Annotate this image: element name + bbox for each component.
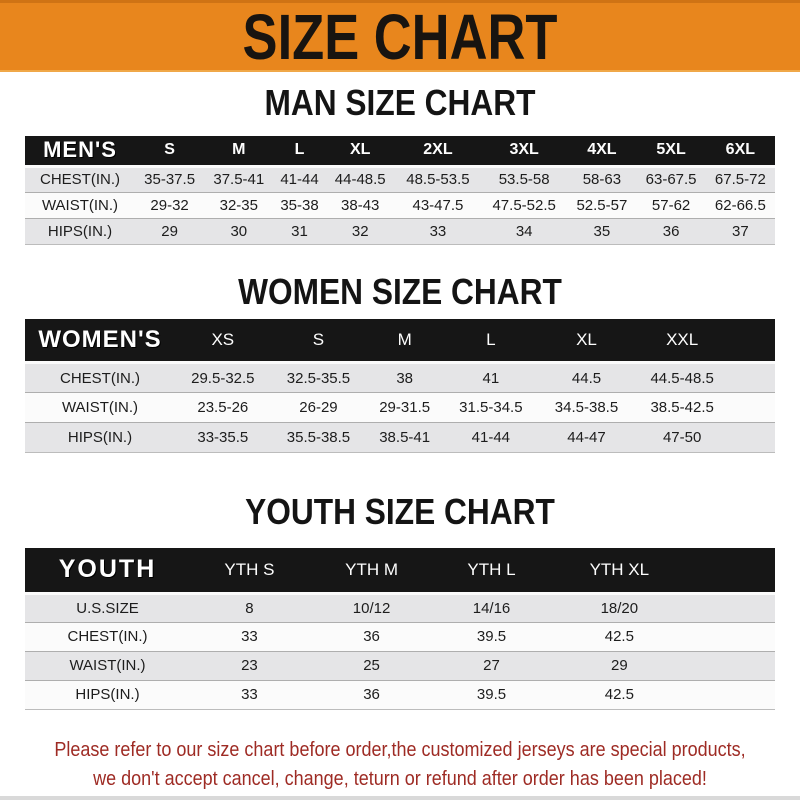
size-value-cell: 57-62	[651, 196, 691, 214]
size-column-header: M	[232, 141, 246, 159]
size-value-cell: 39.5	[476, 686, 507, 703]
spacer-cell	[730, 393, 775, 423]
youth-section-heading-text: YOUTH SIZE CHART	[245, 491, 555, 532]
size-value-cell: 32.5-35.5	[286, 369, 351, 387]
youth-waist-row	[25, 651, 775, 680]
size-value-cell: 33	[241, 628, 258, 645]
spacer-cell	[690, 651, 775, 680]
spacer-cell	[690, 680, 775, 709]
size-value-cell: 25	[363, 657, 380, 674]
size-value-cell: 36	[363, 628, 380, 645]
men-table-header-row	[25, 136, 775, 166]
size-column-header: YTH M	[345, 559, 399, 579]
spacer-cell	[730, 423, 775, 453]
youth-table-header-row	[25, 548, 775, 593]
size-column-header: 3XL	[509, 141, 539, 159]
size-value-cell: 38.5-41	[379, 429, 431, 446]
row-label: HIPS(IN.)	[67, 429, 133, 446]
size-value-cell: 42.5	[604, 628, 634, 645]
disclaimer-line-1: Please refer to our size chart before order,the customized jerseys are special products,	[54, 738, 746, 761]
size-value-cell: 63-67.5	[645, 171, 697, 188]
size-column-header: 5XL	[656, 141, 686, 159]
size-value-cell: 36	[363, 686, 380, 703]
row-label: WAIST(IN.)	[41, 196, 119, 214]
size-value-cell: 26-29	[299, 399, 338, 416]
size-value-cell: 35.5-38.5	[286, 429, 351, 446]
women-table-header-row	[25, 319, 775, 363]
size-column-header: XL	[576, 329, 597, 349]
spacer-cell	[690, 593, 775, 622]
size-column-header: YTH XL	[589, 559, 650, 579]
youth-ussize-row	[25, 593, 775, 622]
women-waist-row	[25, 393, 775, 423]
size-value-cell: 35-37.5	[144, 171, 196, 188]
size-column-header: XS	[211, 329, 235, 349]
row-label: CHEST(IN.)	[40, 171, 120, 188]
size-value-cell: 41-44	[280, 171, 319, 188]
youth-hips-row	[25, 680, 775, 709]
women-hips-row	[25, 423, 775, 453]
size-value-cell: 18/20	[600, 599, 639, 617]
size-value-cell: 33-35.5	[197, 429, 249, 446]
size-chart-banner	[0, 0, 800, 72]
men-waist-row	[25, 192, 775, 218]
size-value-cell: 36	[662, 222, 680, 240]
size-value-cell: 44.5	[571, 369, 602, 387]
size-value-cell: 31	[291, 222, 308, 240]
spacer-cell	[730, 319, 775, 363]
row-label: WAIST(IN.)	[61, 399, 139, 416]
size-value-cell: 32	[351, 222, 369, 240]
women-size-table	[25, 319, 775, 454]
size-value-cell: 23.5-26	[197, 399, 249, 416]
size-value-cell: 44-48.5	[334, 171, 386, 188]
disclaimer-note	[0, 736, 800, 794]
youth-chest-row	[25, 622, 775, 651]
men-table-title: MEN'S	[43, 137, 117, 163]
women-section-heading-text: WOMEN SIZE CHART	[238, 270, 562, 312]
size-value-cell: 47-50	[662, 429, 702, 446]
size-column-header: YTH S	[224, 559, 275, 579]
size-value-cell: 29	[611, 657, 628, 674]
size-value-cell: 29.5-32.5	[191, 369, 255, 387]
size-value-cell: 48.5-53.5	[406, 171, 470, 188]
row-label: HIPS(IN.)	[47, 222, 113, 240]
size-value-cell: 37.5-41	[213, 171, 265, 188]
size-value-cell: 67.5-72	[714, 171, 766, 188]
man-section-heading	[0, 82, 800, 123]
size-value-cell: 33	[241, 686, 258, 703]
size-value-cell: 31.5-34.5	[459, 399, 523, 416]
size-column-header: XXL	[666, 329, 699, 349]
size-value-cell: 38	[396, 369, 413, 387]
size-value-cell: 44.5-48.5	[650, 369, 714, 387]
spacer-cell	[730, 363, 775, 393]
size-value-cell: 38-43	[341, 196, 380, 214]
size-column-header: YTH L	[467, 559, 516, 579]
size-value-cell: 29-31.5	[379, 399, 431, 416]
youth-section-heading	[0, 491, 800, 532]
size-value-cell: 14/16	[472, 599, 511, 617]
size-value-cell: 52.5-57	[576, 196, 628, 214]
row-label: U.S.SIZE	[76, 599, 139, 617]
size-column-header: 4XL	[587, 141, 617, 159]
banner-title: SIZE CHART	[242, 0, 558, 73]
size-value-cell: 23	[241, 657, 258, 674]
size-value-cell: 27	[483, 657, 500, 674]
size-value-cell: 8	[245, 599, 254, 617]
row-label: CHEST(IN.)	[67, 628, 148, 645]
size-column-header: 6XL	[725, 141, 756, 159]
youth-size-table	[25, 548, 775, 710]
size-column-header: M	[397, 329, 412, 349]
women-table-title: WOMEN'S	[38, 325, 162, 353]
women-section-heading	[0, 270, 800, 312]
size-column-header: L	[294, 141, 305, 159]
size-value-cell: 30	[230, 222, 248, 240]
size-value-cell: 38.5-42.5	[650, 399, 714, 416]
men-chest-row	[25, 166, 775, 192]
row-label: WAIST(IN.)	[69, 657, 146, 674]
size-value-cell: 34.5-38.5	[554, 399, 619, 416]
size-column-header: XL	[349, 141, 371, 159]
disclaimer-line-2: we don't accept cancel, change, teturn or refund after order has been placed!	[93, 767, 707, 790]
size-column-header: S	[312, 329, 325, 349]
spacer-cell	[690, 622, 775, 651]
size-value-cell: 35-38	[280, 196, 319, 214]
spacer-cell	[690, 548, 775, 593]
men-hips-row	[25, 218, 775, 244]
size-column-header: S	[164, 141, 175, 159]
size-column-header: L	[486, 329, 496, 349]
size-column-header: 2XL	[423, 141, 453, 159]
size-value-cell: 43-47.5	[412, 196, 464, 214]
men-size-table	[25, 136, 775, 245]
size-value-cell: 33	[429, 222, 447, 240]
size-value-cell: 34	[515, 222, 533, 240]
size-value-cell: 29-32	[150, 196, 189, 214]
size-value-cell: 47.5-52.5	[492, 196, 556, 214]
size-value-cell: 37	[732, 222, 749, 240]
size-value-cell: 42.5	[604, 686, 634, 703]
women-chest-row	[25, 363, 775, 393]
size-value-cell: 29	[161, 222, 178, 240]
bottom-edge-strip	[0, 796, 800, 800]
man-section-heading-text: MAN SIZE CHART	[264, 82, 536, 123]
row-label: HIPS(IN.)	[75, 686, 140, 703]
size-value-cell: 10/12	[352, 599, 391, 617]
size-value-cell: 44-47	[567, 429, 606, 446]
size-value-cell: 53.5-58	[498, 171, 550, 188]
size-value-cell: 32-35	[219, 196, 258, 214]
size-value-cell: 62-66.5	[714, 196, 766, 214]
size-value-cell: 58-63	[582, 171, 622, 188]
size-value-cell: 41-44	[471, 429, 511, 446]
size-value-cell: 35	[593, 222, 611, 240]
size-value-cell: 39.5	[476, 628, 507, 645]
youth-table-title: YOUTH	[58, 555, 157, 584]
size-value-cell: 41	[482, 369, 500, 387]
row-label: CHEST(IN.)	[60, 369, 140, 387]
